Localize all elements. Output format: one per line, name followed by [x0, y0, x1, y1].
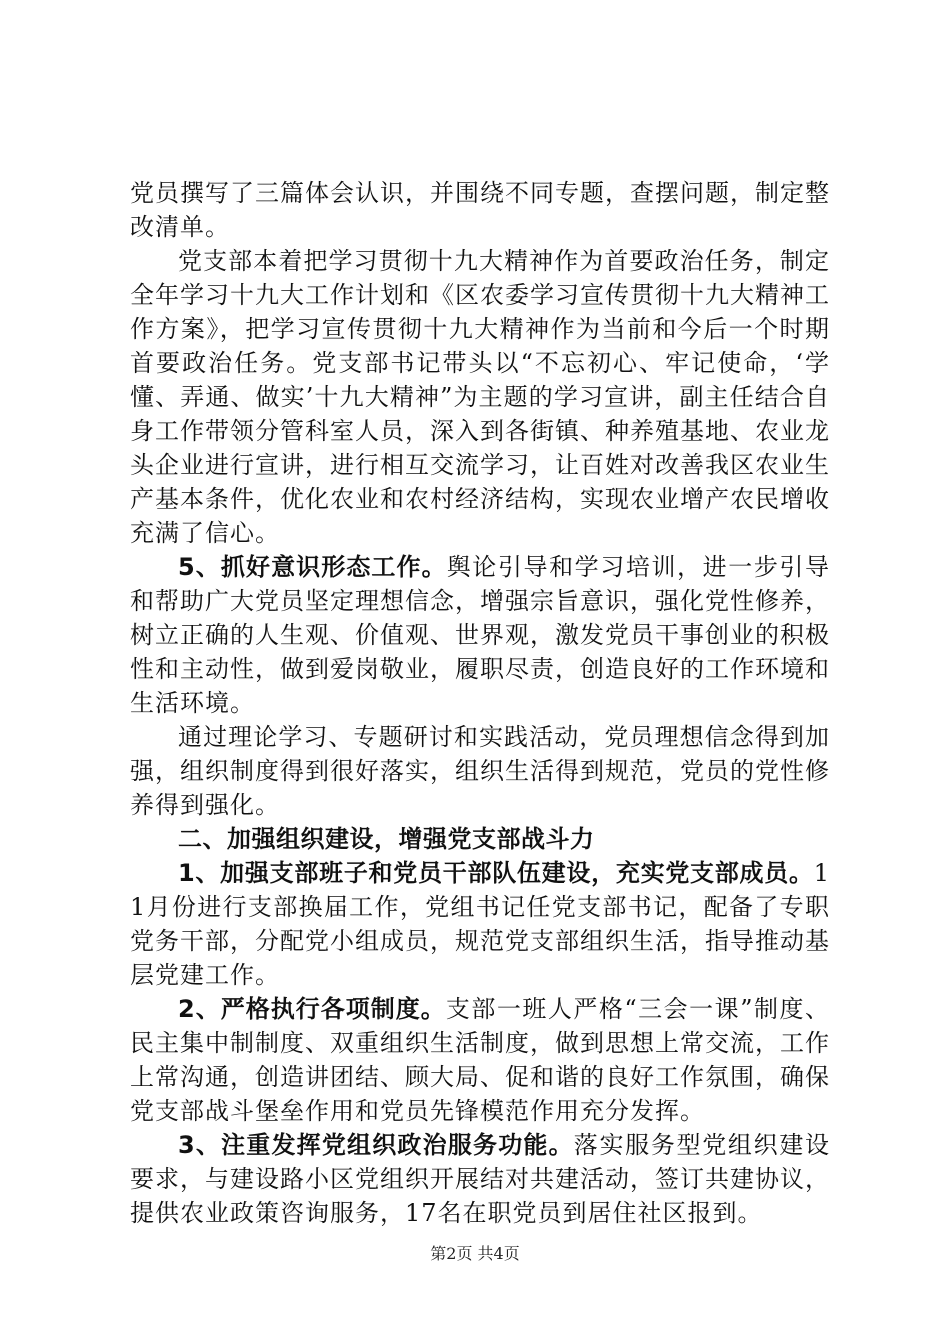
paragraph-text: 11月份进行支部换届工作，党组书记任党支部书记，配备了专职党务干部，分配党小组成员，规范党支部组织生活，指导推动基层党建工作。	[130, 859, 830, 989]
paragraph-text: 舆论引导和学习培训，进一步引导和帮助广大党员坚定理想信念，增强宗旨意识，强化党性修养，树立正确的人生观、价值观、世界观，激发党员干事创业的积极性和主动性，做到爱岗敬业，履职尽责，创造良好的工作环境和生活环境。	[130, 553, 831, 717]
section-heading: 二、加强组织建设，增强党支部战斗力	[178, 825, 595, 853]
paragraph-text: 落实服务型党组织建设要求，与建设路小区党组织开展结对共建活动，签订共建协议，提供农业政策咨询服务，17名在职党员到居住社区报到。	[130, 1131, 831, 1227]
paragraph-lead: 5、抓好意识形态工作。	[178, 553, 447, 581]
paragraph-team-building	[130, 856, 830, 992]
paragraph-lead: 3、注重发挥党组织政治服务功能。	[178, 1131, 574, 1159]
paragraph-lead: 1、加强支部班子和党员干部队伍建设，充实党支部成员。	[178, 859, 814, 887]
paragraph-text: 党员撰写了三篇体会认识，并围绕不同专题，查摆问题，制定整改清单。	[130, 179, 830, 241]
paragraph-text: 党支部本着把学习贯彻十九大精神作为首要政治任务，制定全年学习十九大工作计划和《区农委学习宣传贯彻十九大精神工作方案》，把学习宣传贯彻十九大精神作为当前和今后一个时期首要政治任务。党支部书记带头以“不忘初心、牢记使命，‘学懂、弄通、做实’十九大精神”为主题的学习宣讲，副主任结合自身工作带领分管科室人员，深入到各街镇、种养殖基地、农业龙头企业进行宣讲，进行相互交流学习，让百姓对改善我区农业生产基本条件，优化农业和农村经济结构，实现农业增产农民增收充满了信心。	[130, 247, 830, 547]
paragraph-service-function	[130, 1128, 830, 1230]
paragraph-ideology-work	[130, 550, 830, 720]
document-body	[130, 176, 830, 1230]
paragraph-rules	[130, 992, 830, 1128]
paragraph-text: 通过理论学习、专题研讨和实践活动，党员理想信念得到加强，组织制度得到很好落实，组织生活得到规范，党员的党性修养得到强化。	[130, 723, 830, 819]
paragraph-study-plan	[130, 244, 830, 550]
page-number-footer: 第2页 共4页	[430, 1244, 520, 1263]
paragraph-lead: 2、严格执行各项制度。	[178, 995, 446, 1023]
paragraph-text: 支部一班人严格“三会一课”制度、民主集中制制度、双重组织生活制度，做到思想上常交流，工作上常沟通，创造讲团结、顾大局、促和谐的良好工作氛围，确保党支部战斗堡垒作用和党员先锋模范作用充分发挥。	[130, 995, 830, 1125]
paragraph-continuation	[130, 176, 830, 244]
paragraph-summary	[130, 720, 830, 822]
